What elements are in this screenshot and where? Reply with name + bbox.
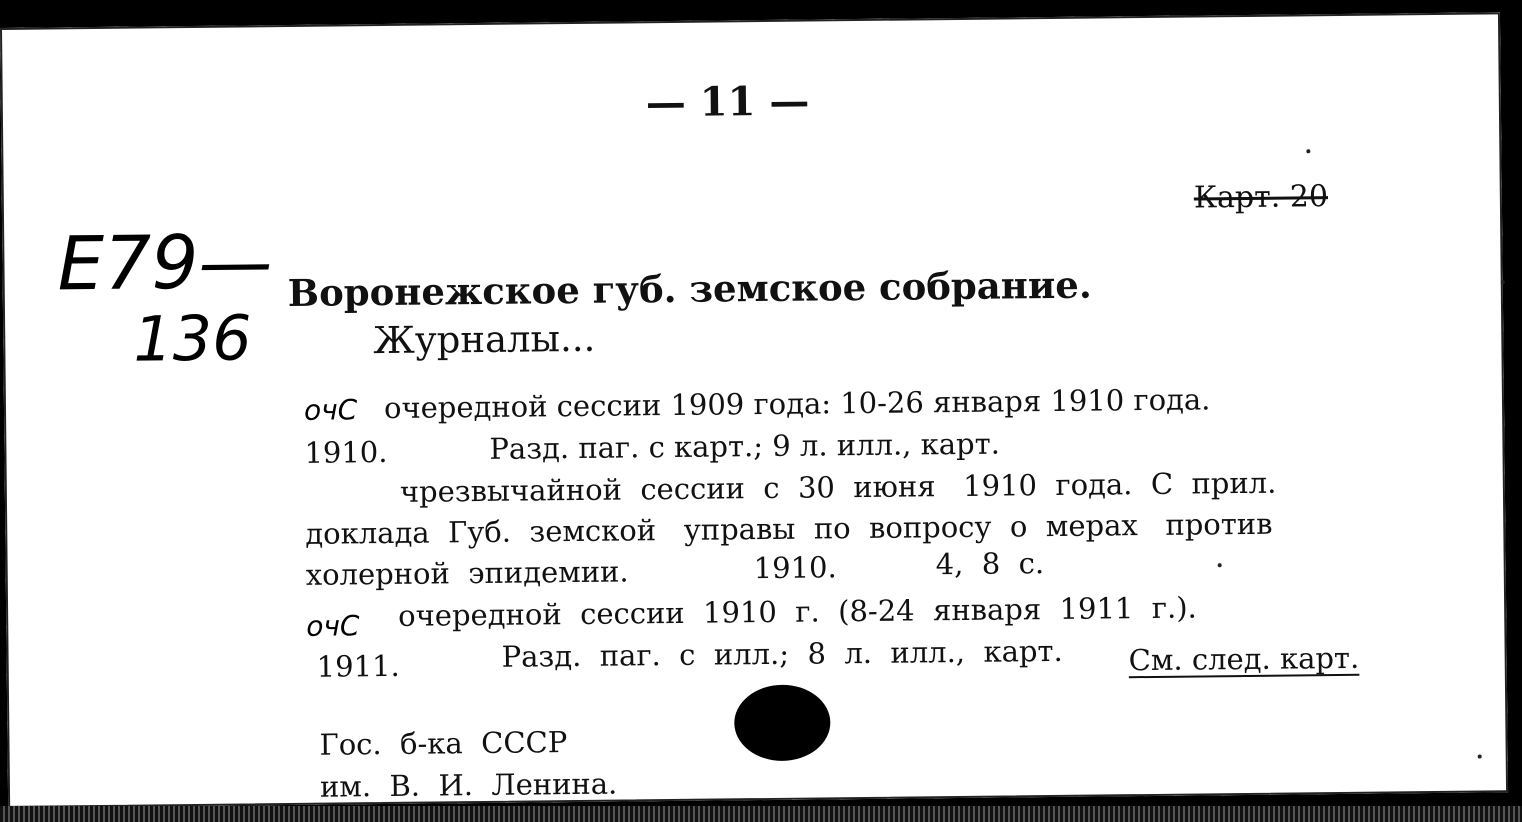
entry-line: очередной сессии 1910 г. (8-24 января 1911 г.). bbox=[397, 590, 1197, 633]
entry-year: 1910. bbox=[304, 434, 388, 470]
scan-speck bbox=[1218, 563, 1222, 567]
scan-speck bbox=[1306, 149, 1310, 153]
scan-speck bbox=[1501, 280, 1505, 284]
catalog-card bbox=[0, 12, 1508, 808]
shelfmark-line-2: 136 bbox=[132, 301, 252, 376]
entry-year: 1910. bbox=[753, 550, 837, 586]
scan-speck bbox=[1478, 755, 1482, 759]
shelfmark-line-1: E79— bbox=[57, 219, 273, 308]
entry-line: Разд. паг. с илл.; 8 л. илл., карт. bbox=[501, 633, 1063, 674]
scan-border-bottom bbox=[0, 806, 1522, 822]
card-reference: Карт. 20 bbox=[1193, 179, 1329, 216]
entry-line: холерной эпидемии. bbox=[305, 554, 629, 592]
entry-line: очередной сессии 1909 года: 10-26 января 1910 года. bbox=[383, 382, 1211, 425]
card-heading: Воронежское губ. земское собрание. bbox=[287, 262, 1092, 315]
entry-line: доклада Губ. земской управы по вопросу о мерах против bbox=[305, 506, 1273, 551]
page-number: — 11 — bbox=[645, 77, 810, 127]
entry-line: Разд. паг. с карт.; 9 л. илл., карт. bbox=[489, 426, 1001, 466]
library-name: Гос. б-ка СССР bbox=[319, 725, 568, 762]
see-next-card: См. след. карт. bbox=[1128, 640, 1360, 678]
handwritten-mark: очС bbox=[306, 609, 360, 643]
entry-pages: 4, 8 с. bbox=[935, 546, 1045, 582]
entry-year: 1911. bbox=[316, 648, 400, 684]
handwritten-mark: очС bbox=[303, 393, 358, 427]
card-subheading: Журналы... bbox=[373, 316, 596, 363]
library-name: им. В. И. Ленина. bbox=[319, 766, 618, 804]
library-stamp bbox=[734, 684, 831, 761]
entry-line: чрезвычайной сессии с 30 июня 1910 года. С прил. bbox=[399, 465, 1277, 509]
